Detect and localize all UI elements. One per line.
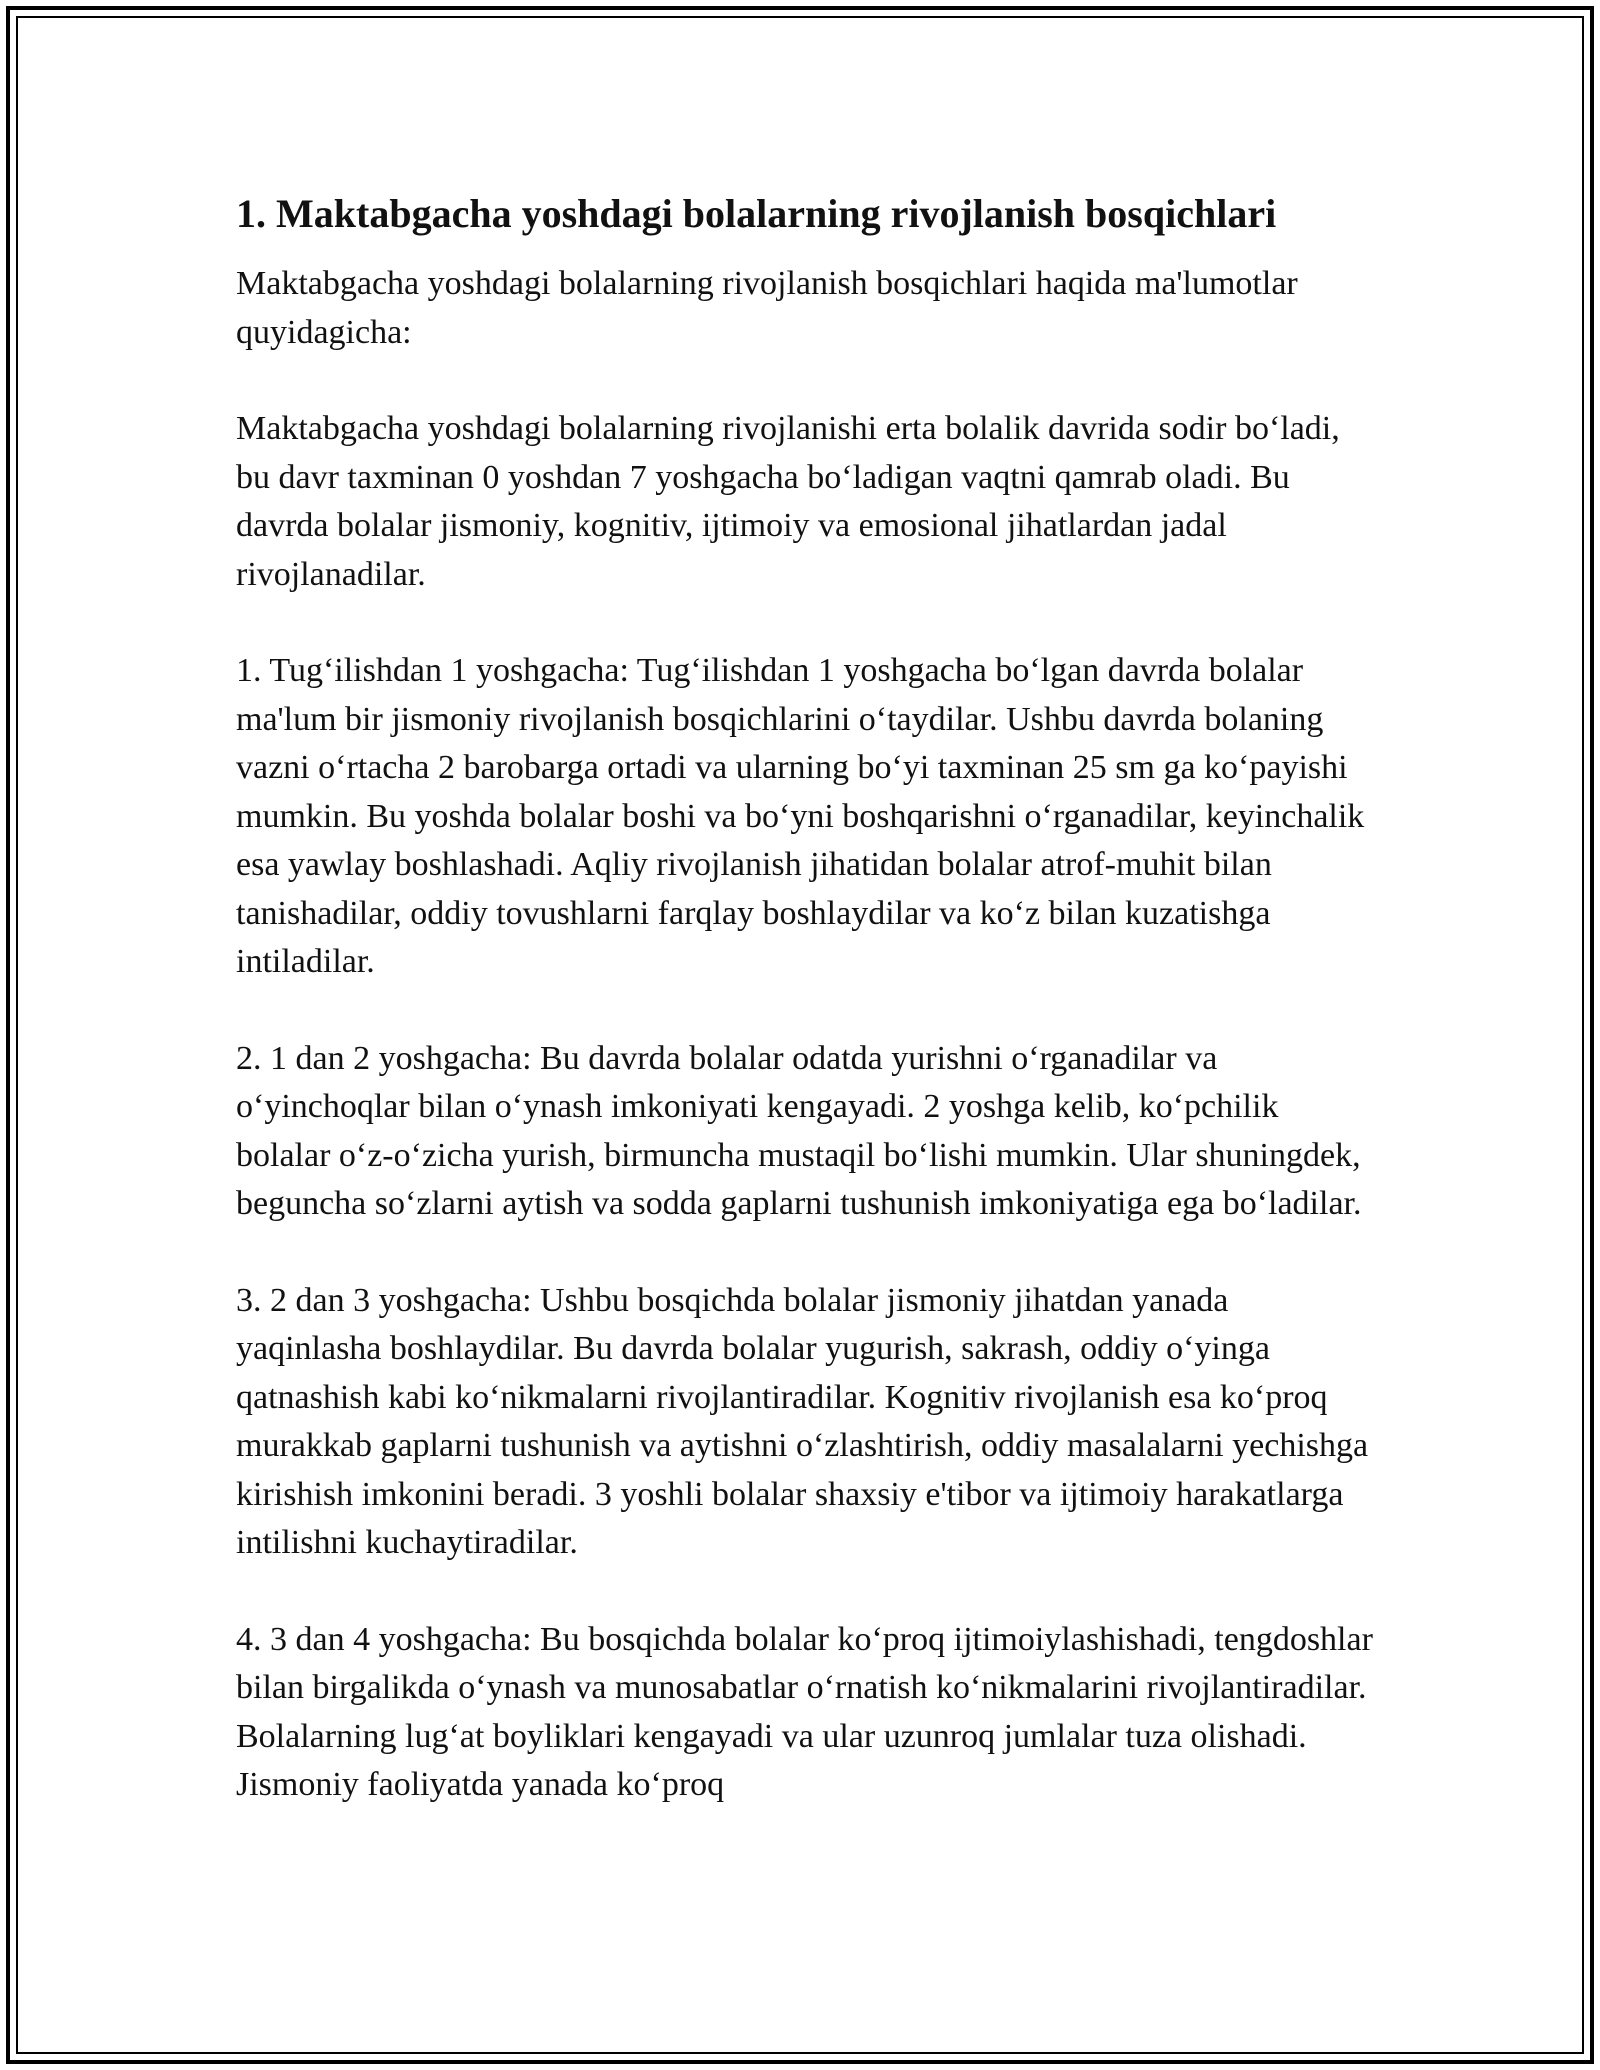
stage-4-paragraph: 4. 3 dan 4 yoshgacha: Bu bosqichda bolalar ko‘proq ijtimoiylashishadi, tengdoshlar bilan birgalikda o‘ynash va munosabatlar o‘rnatish ko‘nikmalarini rivojlantiradilar. Bolalarning lug‘at boyliklari kengayadi va ular uzunroq jumlalar tuza olishadi. Jismoniy faoliyatda yanada ko‘proq bbox=[236, 1620, 1373, 1803]
stage-1-paragraph: 1. Tug‘ilishdan 1 yoshgacha: Tug‘ilishdan 1 yoshgacha bo‘lgan davrda bolalar ma'lum bir jismoniy rivojlanish bosqichlarini o‘taydilar. Ushbu davrda bolaning vazni o‘rtacha 2 barobarga ortadi va ularning bo‘yi taxminan 25 sm ga ko‘payishi mumkin. Bu yoshda bolalar boshi va bo‘yni boshqarishni o‘rganadilar, keyinchalik esa yawlay boshlashadi. Aqliy rivojlanish jihatidan bolalar atrof-muhit bilan tanishadilar, oddiy tovushlarni farqlay boshlaydilar va ko‘z bilan kuzatishga intiladilar. bbox=[236, 652, 1365, 980]
overview-paragraph: Maktabgacha yoshdagi bolalarning rivojlanishi erta bolalik davrida sodir bo‘ladi, bu davr taxminan 0 yoshdan 7 yoshgacha bo‘ladigan vaqtni qamrab oladi. Bu davrda bolalar jismoniy, kognitiv, ijtimoiy va emosional jihatlardan jadal rivojlanadilar. bbox=[236, 410, 1340, 593]
document-content bbox=[236, 186, 1376, 1858]
section-heading: 1. Maktabgacha yoshdagi bolalarning rivojlanish bosqichlari bbox=[236, 191, 1277, 236]
stage-2-paragraph: 2. 1 dan 2 yoshgacha: Bu davrda bolalar odatda yurishni o‘rganadilar va o‘yinchoqlar bilan o‘ynash imkoniyati kengayadi. 2 yoshga kelib, ko‘pchilik bolalar o‘z-o‘zicha yurish, birmuncha mustaqil bo‘lishi mumkin. Ular shuningdek, beguncha so‘zlarni aytish va sodda gaplarni tushunish imkoniyatiga ega bo‘ladilar. bbox=[236, 1039, 1362, 1222]
stage-3-paragraph: 3. 2 dan 3 yoshgacha: Ushbu bosqichda bolalar jismoniy jihatdan yanada yaqinlasha boshlaydilar. Bu davrda bolalar yugurish, sakrash, oddiy o‘yinga qatnashish kabi ko‘nikmalarni rivojlantiradilar. Kognitiv rivojlanish esa ko‘proq murakkab gaplarni tushunish va aytishni o‘zlashtirish, oddiy masalalarni yechishga kirishish imkonini beradi. 3 yoshli bolalar shaxsiy e'tibor va ijtimoiy harakatlarga intilishni kuchaytiradilar. bbox=[236, 1281, 1369, 1561]
intro-paragraph: Maktabgacha yoshdagi bolalarning rivojlanish bosqichlari haqida ma'lumotlar quyidagicha: bbox=[236, 265, 1298, 351]
